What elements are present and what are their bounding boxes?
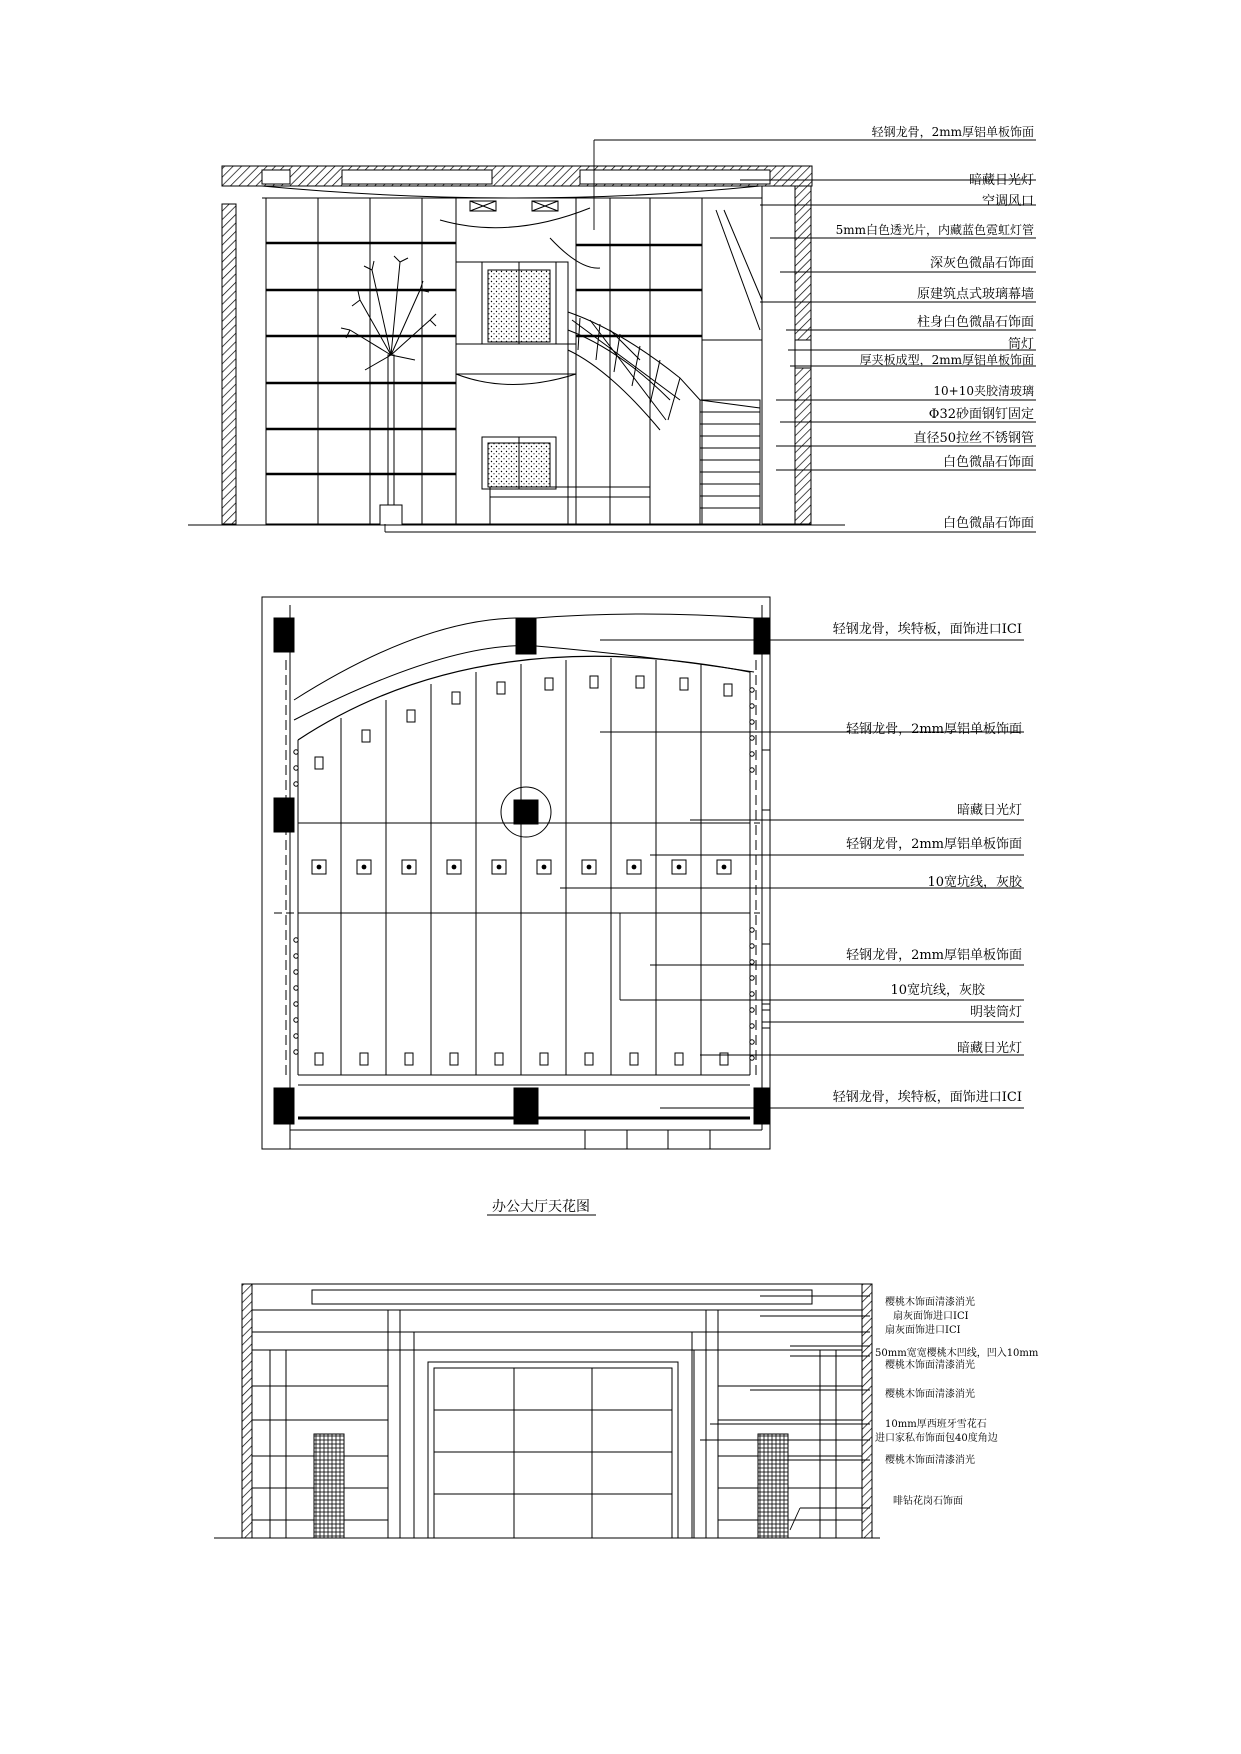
label-e1-9: 10+10夹胶清玻璃 [933, 384, 1034, 398]
label-e1-1: 暗藏日光灯 [968, 173, 1034, 188]
label-e1-8: 厚夹板成型，2mm厚铝单板饰面 [859, 353, 1034, 367]
label-cp-4: 10宽坑线，灰胶 [927, 875, 1022, 890]
label-e1-11: 直径50拉丝不锈钢管 [913, 431, 1034, 446]
label-cp-1: 轻钢龙骨，2mm厚铝单板饰面 [846, 722, 1022, 737]
label-e2-8: 樱桃木饰面清漆消光 [885, 1455, 975, 1466]
label-e2-0: 樱桃木饰面清漆消光 [885, 1297, 975, 1308]
label-cp-3: 轻钢龙骨，2mm厚铝单板饰面 [846, 837, 1022, 852]
label-e1-5: 原建筑点式玻璃幕墙 [916, 287, 1034, 302]
label-e1-7: 筒灯 [1007, 337, 1034, 352]
elevation-1-drawing [188, 140, 1036, 532]
label-e2-1: 扇灰面饰进口ICI [893, 1311, 969, 1322]
label-e2-9: 啡钻花岗石饰面 [893, 1496, 963, 1507]
label-e1-12: 白色微晶石饰面 [942, 455, 1034, 470]
label-cp-6: 10宽坑线，灰胶 [890, 983, 985, 998]
label-e2-4: 樱桃木饰面清漆消光 [885, 1360, 975, 1371]
glass-staircase [568, 312, 760, 524]
label-e2-6: 10mm厚西班牙雪花石 [885, 1419, 987, 1430]
ceiling-plan-drawing [262, 597, 1024, 1215]
label-e1-6: 柱身白色微晶石饰面 [916, 315, 1034, 330]
label-cp-2: 暗藏日光灯 [956, 803, 1022, 818]
label-cp-0: 轻钢龙骨，埃特板，面饰进口ICI [832, 622, 1022, 637]
label-e2-7: 进口家私布饰面包40度角边 [875, 1433, 998, 1444]
label-cp-8: 暗藏日光灯 [956, 1041, 1022, 1056]
label-e1-0: 轻钢龙骨，2mm厚铝单板饰面 [871, 125, 1034, 139]
label-e2-5: 樱桃木饰面清漆消光 [885, 1389, 975, 1400]
label-cp-9: 轻钢龙骨，埃特板，面饰进口ICI [832, 1090, 1022, 1105]
grille-panel-right [758, 1434, 788, 1538]
label-cp-5: 轻钢龙骨，2mm厚铝单板饰面 [846, 948, 1022, 963]
label-e2-2: 扇灰面饰进口ICI [885, 1325, 961, 1336]
label-e2-3: 50mm宽宽樱桃木凹线，凹入10mm [875, 1348, 1039, 1359]
ceiling-plan-title: 办公大厅天花图 [492, 1199, 590, 1215]
label-e1-3: 5mm白色透光片，内藏蓝色霓虹灯管 [835, 223, 1034, 237]
label-e1-13: 白色微晶石饰面 [942, 516, 1034, 531]
ceiling-plan-labels [492, 621, 1023, 1215]
label-e1-10: Φ32砂面钢钉固定 [928, 407, 1034, 422]
label-e1-2: 空调风口 [981, 194, 1034, 209]
elevation-2-drawing [214, 1284, 880, 1538]
label-e1-4: 深灰色微晶石饰面 [929, 256, 1034, 271]
elevation-2-labels [875, 1295, 1039, 1507]
label-cp-7: 明装筒灯 [969, 1005, 1022, 1020]
grille-panel-left [314, 1434, 344, 1538]
